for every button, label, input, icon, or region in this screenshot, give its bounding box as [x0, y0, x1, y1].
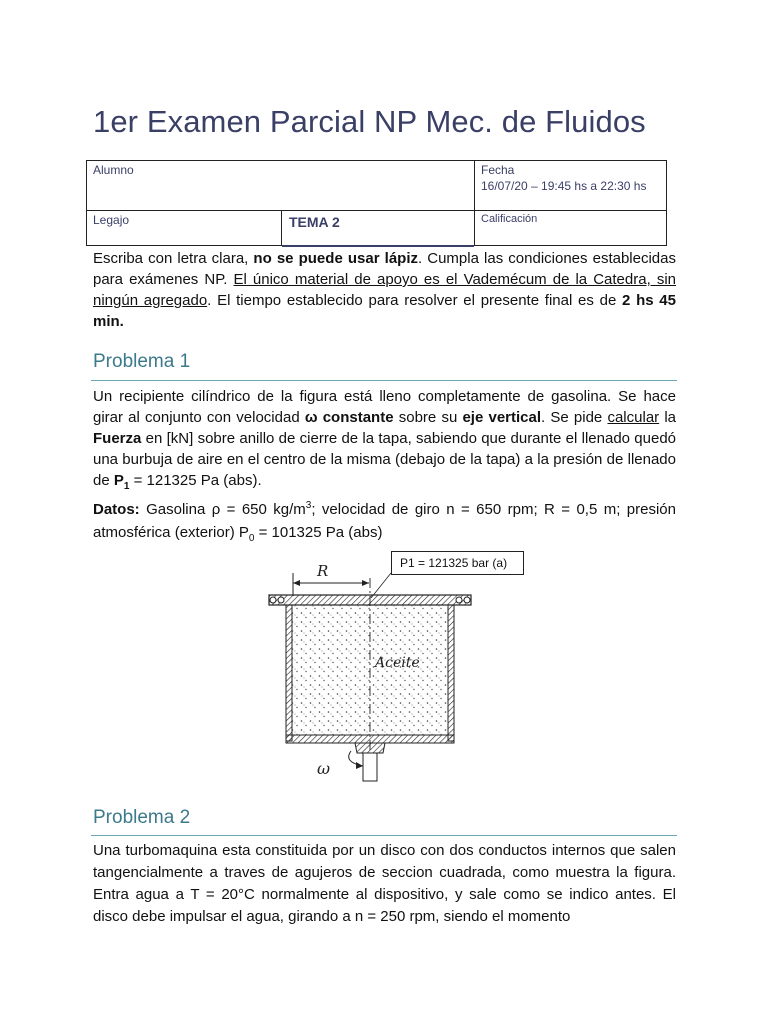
- p1-symbol: P: [113, 472, 124, 489]
- tema-label: TEMA 2: [289, 214, 340, 230]
- datos-paragraph: [93, 498, 676, 550]
- fecha-label: Fecha: [481, 163, 515, 177]
- fecha-cell: [474, 160, 667, 211]
- datos-subscript: 0: [248, 533, 255, 544]
- lid-bolt-right-2: [464, 597, 470, 603]
- instructions-text-1: Escriba con letra clara,: [93, 250, 254, 267]
- fecha-value: 16/07/20 – 19:45 hs a 22:30 hs: [481, 179, 647, 193]
- r-arrow-left: [293, 580, 300, 586]
- calificacion-label: Calificación: [481, 213, 538, 225]
- shaft-hub: [355, 743, 385, 753]
- tank-wall-left: [286, 605, 292, 741]
- problem2-rule: [91, 835, 677, 836]
- problem1-rule: [91, 380, 677, 381]
- instructions-underline: El único material de apoyo es el Vademécum de la Catedra, sin ningún agregado: [93, 271, 676, 309]
- tank-figure: [255, 548, 485, 786]
- calificacion-cell[interactable]: [474, 210, 667, 246]
- rotation-arrowhead: [356, 762, 363, 769]
- lid-bolt-left: [270, 597, 276, 603]
- r-label: R: [317, 562, 329, 580]
- fluid-label: Aceite: [375, 655, 420, 671]
- tank-wall-right: [448, 605, 454, 741]
- lid-bolt-right: [456, 597, 462, 603]
- p1-underline-calcular: calcular: [607, 409, 660, 426]
- instructions-bold-2: 2 hs 45 min.: [93, 292, 676, 330]
- p1-text-1: Un recipiente cilíndrico de la figura está lleno completamente de gasolina. Se hace girar al conjunto con velocidad: [93, 388, 676, 426]
- lid-bolt-left-2: [278, 597, 284, 603]
- p1-subscript: 1: [123, 481, 130, 492]
- p1-bold-fuerza: Fuerza: [93, 430, 142, 447]
- pressure-callout: P1 = 121325 bar (a): [391, 551, 524, 575]
- tema-underline: [282, 245, 474, 247]
- p1-text-6: = 121325 Pa (abs).: [129, 472, 262, 489]
- tema-cell: [281, 210, 475, 246]
- p1-bold-p1: [113, 472, 130, 492]
- p1-text-3: . Se pide: [541, 409, 608, 426]
- alumno-cell[interactable]: [86, 160, 475, 211]
- problem2-heading: Problema 2: [93, 807, 191, 828]
- problem1-paragraph: [93, 386, 676, 497]
- instructions-text-3: . El tiempo establecido para resolver el presente final es de: [207, 292, 623, 309]
- problem1-heading: Problema 1: [93, 351, 191, 372]
- datos-text-1: Gasolina ρ = 650 kg/m: [139, 501, 306, 518]
- callout-leader: [371, 573, 391, 598]
- datos-text-3: = 101325 Pa (abs): [254, 524, 383, 541]
- p1-text-2: sobre su: [393, 409, 463, 426]
- r-arrow-right: [362, 580, 369, 586]
- p1-bold-omega: ω constante: [304, 409, 394, 426]
- alumno-label: Alumno: [93, 163, 134, 177]
- problem2-paragraph: Una turbomaquina esta constituida por un disco con dos conductos internos que salen tangencialmente a traves de agujeros de seccion cuadrada, como muestra la figura. Entra agua a T = 20°C normalmente al dispositivo, y sale como se indico antes. El disco debe impulsar el agua, girando a n = 250 rpm, siendo el momento: [93, 842, 676, 925]
- p1-text-5: en [kN] sobre anillo de cierre de la tapa, sabiendo que durante el llenado quedó una burbuja de aire en el centro de la misma (debajo de la tapa) a la presión de llenado de: [93, 430, 676, 489]
- instructions-text-2: . Cumpla las condiciones establecidas para exámenes NP.: [93, 250, 676, 288]
- header-table: [86, 160, 667, 246]
- datos-label: Datos:: [93, 501, 140, 518]
- page-title: 1er Examen Parcial NP Mec. de Fluidos: [93, 104, 646, 139]
- datos-text-2: ; velocidad de giro n = 650 rpm; R = 0,5 m; presión atmosférica (exterior) P: [93, 501, 676, 541]
- legajo-label: Legajo: [93, 213, 130, 227]
- p1-bold-eje: eje vertical: [462, 409, 542, 426]
- instructions-bold-1: no se puede usar lápiz: [253, 250, 418, 267]
- omega-label: ω: [317, 759, 331, 778]
- shaft: [363, 753, 377, 781]
- datos-superscript: 3: [305, 500, 312, 511]
- p1-text-4: la: [659, 409, 677, 426]
- legajo-cell[interactable]: [86, 210, 282, 246]
- instructions-paragraph: [93, 248, 676, 332]
